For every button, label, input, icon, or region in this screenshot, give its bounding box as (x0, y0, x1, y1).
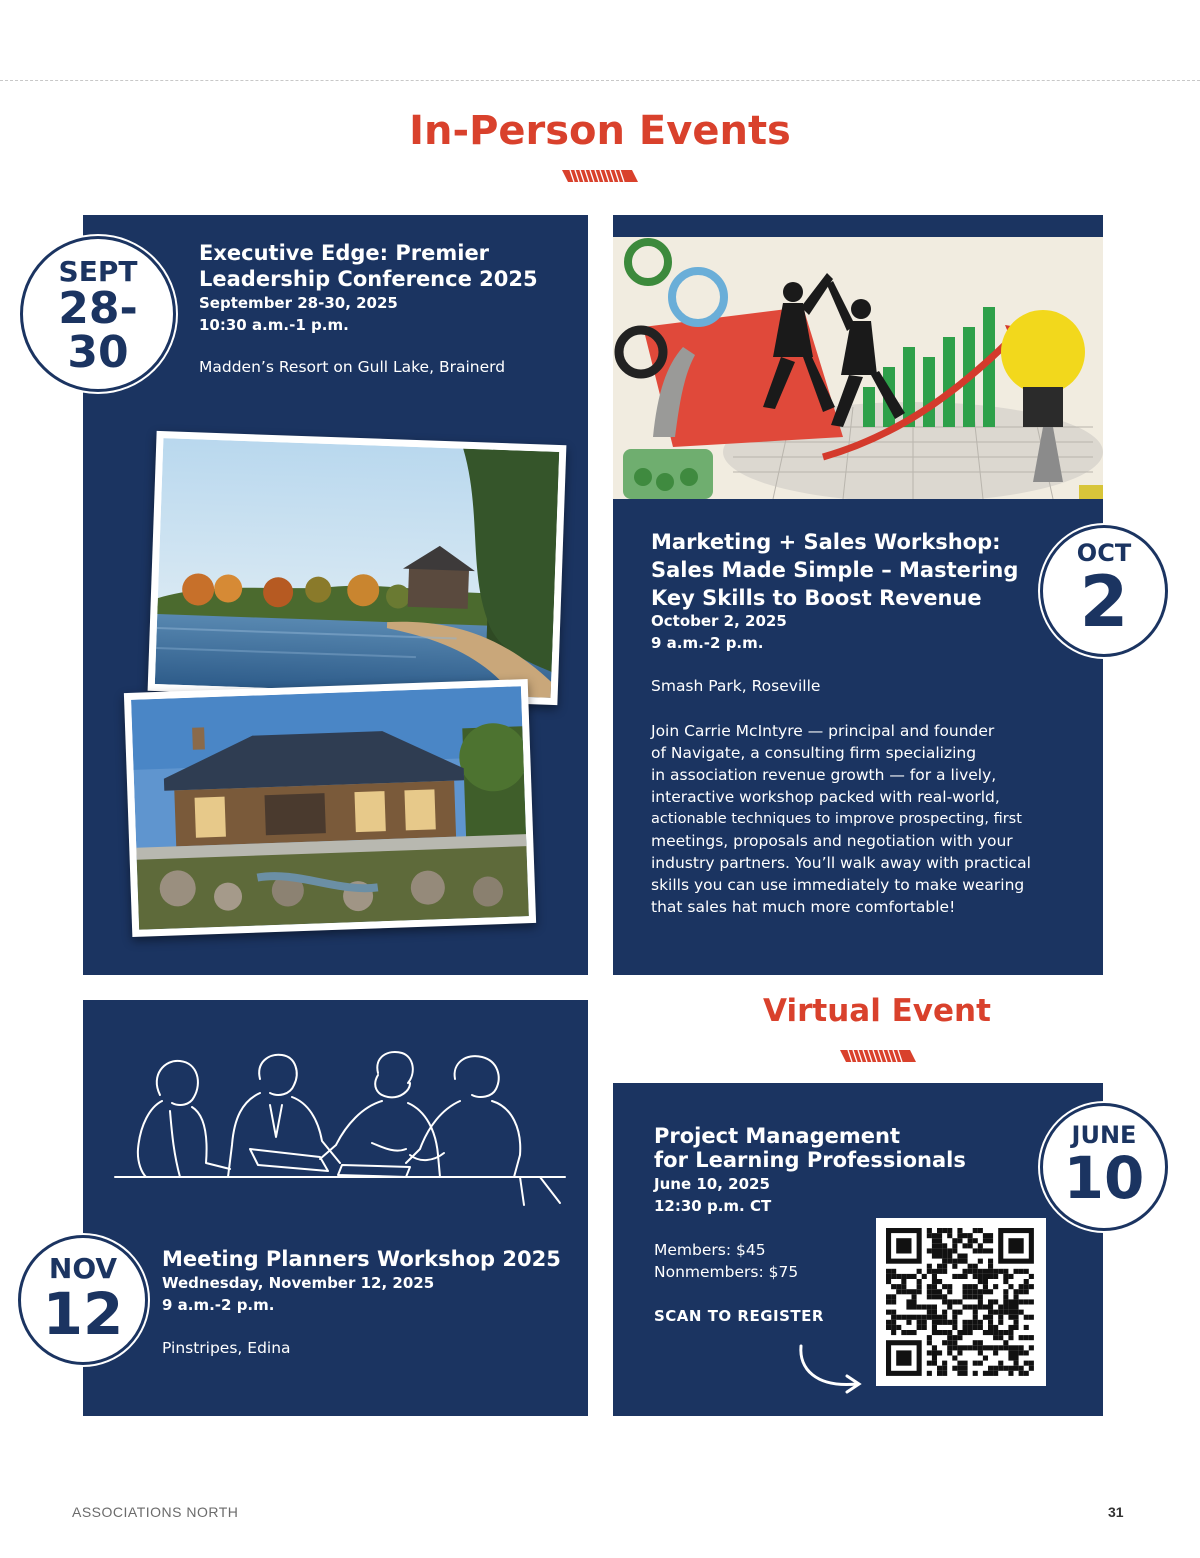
hatch-divider-icon (562, 168, 638, 184)
badge-day: 2 (1079, 561, 1129, 643)
date-badge-oct-2 (1040, 525, 1168, 657)
event-title-line: Project Management (654, 1124, 900, 1148)
badge-day: 10 (1063, 1144, 1145, 1212)
meeting-line-art-icon (110, 1045, 570, 1215)
badge-month: JUNE (1071, 1121, 1137, 1149)
members-price: Members: $45 (654, 1241, 766, 1259)
event-time: 9 a.m.-2 p.m. (651, 634, 764, 652)
event-datetime (654, 1173, 771, 1217)
footer-publication: ASSOCIATIONS NORTH (72, 1504, 239, 1520)
event-title (199, 240, 579, 292)
badge-day-end: 30 (67, 327, 129, 378)
badge-month: NOV (48, 1252, 118, 1285)
event-pricing (654, 1239, 798, 1283)
photo-lodge (124, 679, 536, 937)
badge-day: 12 (42, 1280, 124, 1348)
event-location: Smash Park, Roseville (651, 677, 821, 695)
event-date: September 28-30, 2025 (199, 294, 398, 312)
event-title: Meeting Planners Workshop 2025 (162, 1247, 561, 1271)
event-title-line: for Learning Professionals (654, 1148, 966, 1172)
event-description (651, 720, 1091, 918)
description-line: that sales hat much more comfortable! (651, 898, 956, 916)
event-date: October 2, 2025 (651, 612, 787, 630)
description-line: of Navigate, a consulting firm specializing (651, 744, 977, 762)
event-datetime (162, 1272, 434, 1316)
date-badge-june-10 (1040, 1103, 1168, 1231)
event-title-line: Key Skills to Boost Revenue (651, 586, 982, 610)
curved-arrow-icon (795, 1342, 867, 1398)
badge-month: SEPT (58, 255, 138, 288)
section-title-virtual: Virtual Event (763, 993, 991, 1029)
event-time: 9 a.m.-2 p.m. (162, 1296, 275, 1314)
badge-month: OCT (1076, 539, 1132, 567)
description-line: actionable techniques to improve prospecting, first (651, 811, 1022, 827)
scan-to-register-label: SCAN TO REGISTER (654, 1307, 824, 1325)
event-title-line: Leadership Conference 2025 (199, 267, 538, 291)
page-number: 31 (1108, 1504, 1124, 1520)
hatch-divider-icon (840, 1048, 916, 1064)
event-datetime (651, 610, 787, 654)
event-title-line: Sales Made Simple – Mastering (651, 558, 1019, 582)
header-rule (0, 80, 1200, 81)
event-date: June 10, 2025 (654, 1175, 770, 1193)
event-title-line: Executive Edge: Premier (199, 241, 490, 265)
description-line: skills you can use immediately to make wearing (651, 876, 1025, 894)
event-datetime (199, 292, 398, 336)
description-line: industry partners. You’ll walk away with practical (651, 854, 1031, 872)
section-title-in-person: In-Person Events (409, 108, 791, 154)
event-location: Pinstripes, Edina (162, 1339, 291, 1357)
event-location: Madden’s Resort on Gull Lake, Brainerd (199, 358, 506, 376)
description-line: Join Carrie McIntyre — principal and founder (651, 722, 995, 740)
event-date: Wednesday, November 12, 2025 (162, 1274, 435, 1292)
event-time: 10:30 a.m.-1 p.m. (199, 316, 349, 334)
description-line: in association revenue growth — for a lively, (651, 766, 997, 784)
collage-illustration (613, 237, 1103, 499)
qr-code-icon[interactable] (876, 1218, 1046, 1386)
event-title (651, 528, 1041, 612)
date-badge-sept-28-30 (20, 236, 176, 392)
description-line: meetings, proposals and negotiation with your (651, 832, 1013, 850)
nonmembers-price: Nonmembers: $75 (654, 1263, 799, 1281)
photo-lake (148, 431, 567, 705)
date-badge-nov-12 (18, 1235, 148, 1365)
badge-day: 28- (58, 283, 138, 334)
event-title-line: Marketing + Sales Workshop: (651, 530, 1001, 554)
event-title (654, 1124, 1034, 1172)
description-line: interactive workshop packed with real-world, (651, 788, 1000, 806)
event-time: 12:30 p.m. CT (654, 1197, 772, 1215)
